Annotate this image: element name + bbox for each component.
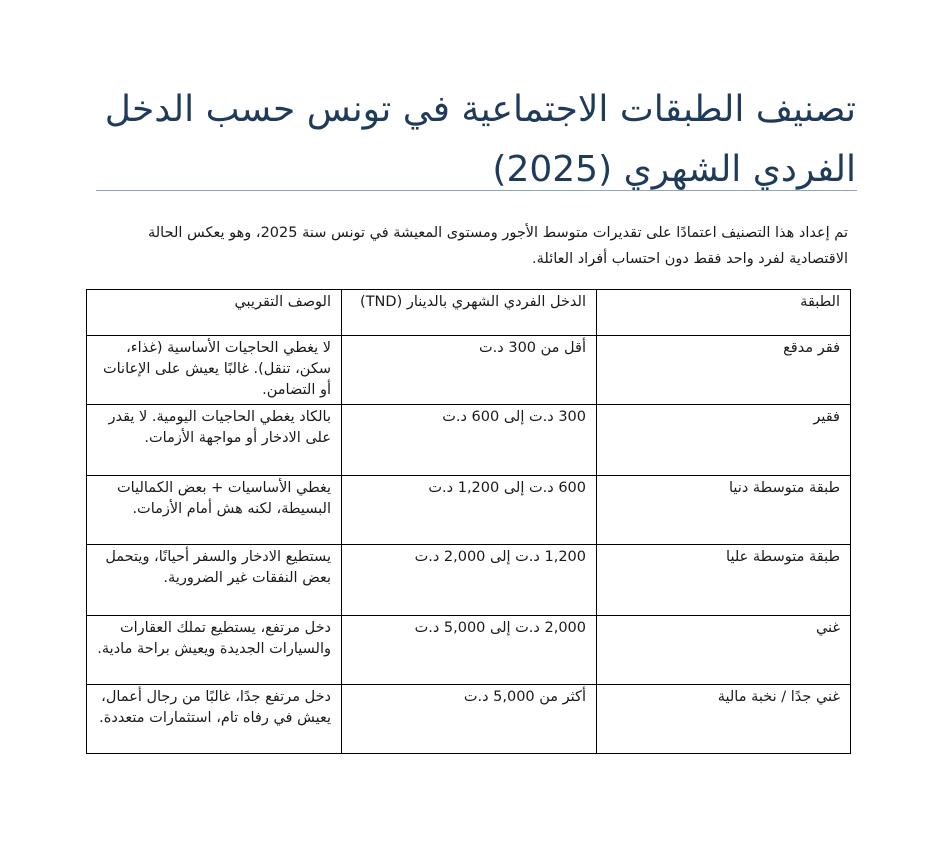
table-row — [87, 336, 851, 405]
cell-class: فقر مدقع — [597, 336, 851, 405]
table-row — [87, 685, 851, 754]
header-class: الطبقة — [597, 290, 851, 336]
cell-income: 1,200 د.ت إلى 2,000 د.ت — [342, 545, 597, 616]
cell-class: طبقة متوسطة عليا — [597, 545, 851, 616]
cell-class: طبقة متوسطة دنيا — [597, 476, 851, 545]
header-income: الدخل الفردي الشهري بالدينار (TND) — [342, 290, 597, 336]
cell-description: لا يغطي الحاجيات الأساسية (غذاء، سكن، تنقل). غالبًا يعيش على الإعانات أو التضامن. — [87, 336, 342, 405]
cell-class: فقير — [597, 405, 851, 476]
table-row — [87, 405, 851, 476]
cell-income: أكثر من 5,000 د.ت — [342, 685, 597, 754]
cell-description: دخل مرتفع جدًا، غالبًا من رجال أعمال، يعيش في رفاه تام، استثمارات متعددة. — [87, 685, 342, 754]
social-classes-table — [86, 289, 851, 754]
cell-class: غني جدًا / نخبة مالية — [597, 685, 851, 754]
cell-income: 300 د.ت إلى 600 د.ت — [342, 405, 597, 476]
table-header-row — [87, 290, 851, 336]
cell-income: 2,000 د.ت إلى 5,000 د.ت — [342, 616, 597, 685]
cell-description: بالكاد يغطي الحاجيات اليومية. لا يقدر على الادخار أو مواجهة الأزمات. — [87, 405, 342, 476]
table-row — [87, 545, 851, 616]
intro-paragraph: تم إعداد هذا التصنيف اعتمادًا على تقديرات متوسط الأجور ومستوى المعيشة في تونس سنة 2025، وهو يعكس الحالة الاقتصادية لفرد واحد فقط دون احتساب أفراد العائلة. — [147, 225, 848, 267]
cell-description: يغطي الأساسيات + بعض الكماليات البسيطة، لكنه هش أمام الأزمات. — [87, 476, 342, 545]
cell-description: يستطيع الادخار والسفر أحيانًا، ويتحمل بعض النفقات غير الضرورية. — [87, 545, 342, 616]
table-row — [87, 476, 851, 545]
header-description: الوصف التقريبي — [87, 290, 342, 336]
cell-class: غني — [597, 616, 851, 685]
page-title: تصنيف الطبقات الاجتماعية في تونس حسب الدخل الفردي الشهري (2025) — [104, 89, 856, 190]
cell-description: دخل مرتفع، يستطيع تملك العقارات والسيارات الجديدة ويعيش براحة مادية. — [87, 616, 342, 685]
cell-income: أقل من 300 د.ت — [342, 336, 597, 405]
title-underline — [96, 190, 857, 191]
cell-income: 600 د.ت إلى 1,200 د.ت — [342, 476, 597, 545]
table-row — [87, 616, 851, 685]
